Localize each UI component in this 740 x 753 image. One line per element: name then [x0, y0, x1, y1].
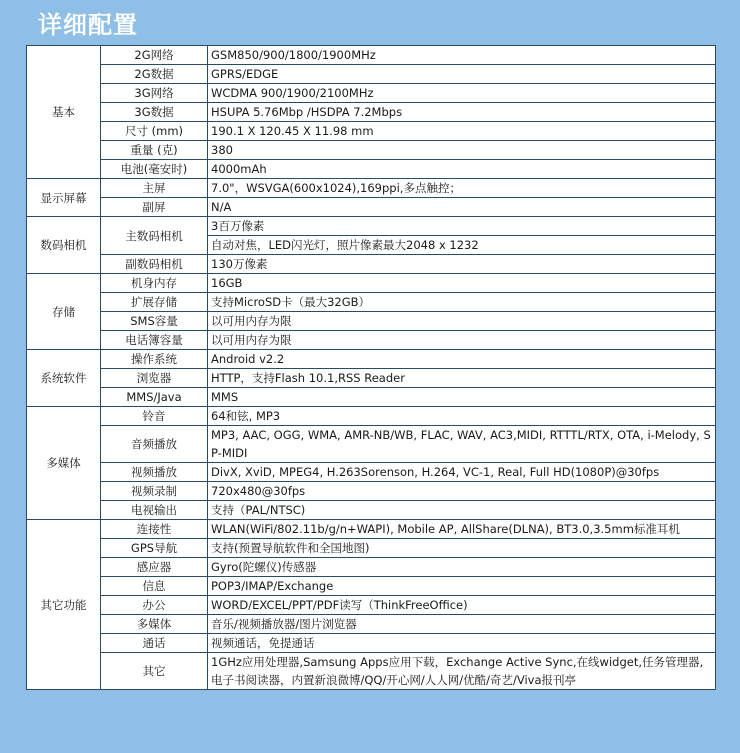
- table-row: [27, 350, 716, 369]
- row-value: 以可用内存为限: [208, 312, 716, 331]
- row-label: 3G数据: [101, 103, 208, 122]
- table-row: [27, 634, 716, 653]
- row-label: 3G网络: [101, 84, 208, 103]
- section-other: 其它功能: [27, 520, 101, 690]
- row-value: 16GB: [208, 274, 716, 293]
- section-display: 显示屏幕: [27, 179, 101, 217]
- table-row: [27, 312, 716, 331]
- row-label: 连接性: [101, 520, 208, 539]
- section-basic: 基本: [27, 46, 101, 179]
- table-row: [27, 426, 716, 463]
- row-label: 副数码相机: [101, 255, 208, 274]
- row-value: Gyro(陀螺仪)传感器: [208, 558, 716, 577]
- table-row: [27, 198, 716, 217]
- row-label: 尺寸 (mm): [101, 122, 208, 141]
- row-value: MMS: [208, 388, 716, 407]
- section-software: 系统软件: [27, 350, 101, 407]
- table-row: [27, 46, 716, 65]
- row-value: 1GHz应用处理器,Samsung Apps应用下载，Exchange Active Sync,在线widget,任务管理器,电子书阅读器，内置新浪微博/QQ/开心网/人人网/优酷/奇艺/Viva报刊亭: [208, 653, 716, 690]
- table-row: [27, 255, 716, 274]
- table-row: [27, 65, 716, 84]
- row-label: 扩展存储: [101, 293, 208, 312]
- row-label: 2G网络: [101, 46, 208, 65]
- row-label: 电池(毫安时): [101, 160, 208, 179]
- table-row: [27, 539, 716, 558]
- row-label: 电话簿容量: [101, 331, 208, 350]
- row-label: 通话: [101, 634, 208, 653]
- table-row: [27, 160, 716, 179]
- row-label: 视频录制: [101, 482, 208, 501]
- page-title: 详细配置: [38, 11, 138, 39]
- row-value: 以可用内存为限: [208, 331, 716, 350]
- row-value: 720x480@30fps: [208, 482, 716, 501]
- table-row: [27, 577, 716, 596]
- row-label: 主数码相机: [101, 217, 208, 255]
- row-value: 视频通话，免提通话: [208, 634, 716, 653]
- table-row: [27, 103, 716, 122]
- row-value: POP3/IMAP/Exchange: [208, 577, 716, 596]
- row-value: DivX, XviD, MPEG4, H.263Sorenson, H.264, VC-1, Real, Full HD(1080P)@30fps: [208, 463, 716, 482]
- row-label: MMS/Java: [101, 388, 208, 407]
- table-row: [27, 596, 716, 615]
- row-label: 信息: [101, 577, 208, 596]
- row-value: Android v2.2: [208, 350, 716, 369]
- table-row: [27, 84, 716, 103]
- row-value: N/A: [208, 198, 716, 217]
- row-value: 自动对焦，LED闪光灯，照片像素最大2048 x 1232: [208, 236, 716, 255]
- row-label: 浏览器: [101, 369, 208, 388]
- table-row: [27, 558, 716, 577]
- row-value: 130万像素: [208, 255, 716, 274]
- row-label: 其它: [101, 653, 208, 690]
- row-label: 铃音: [101, 407, 208, 426]
- row-value: WORD/EXCEL/PPT/PDF读写（ThinkFreeOffice): [208, 596, 716, 615]
- row-value: 支持MicroSD卡（最大32GB）: [208, 293, 716, 312]
- table-row: [27, 501, 716, 520]
- row-value: 7.0"，WSVGA(600x1024),169ppi,多点触控；: [208, 179, 716, 198]
- row-value: HSUPA 5.76Mbp /HSDPA 7.2Mbps: [208, 103, 716, 122]
- row-value: 380: [208, 141, 716, 160]
- table-row: [27, 274, 716, 293]
- row-value: GPRS/EDGE: [208, 65, 716, 84]
- row-label: 多媒体: [101, 615, 208, 634]
- row-value: 3百万像素: [208, 217, 716, 236]
- section-multimedia: 多媒体: [27, 407, 101, 520]
- section-camera: 数码相机: [27, 217, 101, 274]
- row-value: 支持(预置导航软件和全国地图): [208, 539, 716, 558]
- row-value: WCDMA 900/1900/2100MHz: [208, 84, 716, 103]
- table-row: [27, 520, 716, 539]
- row-label: 副屏: [101, 198, 208, 217]
- row-label: 电视输出: [101, 501, 208, 520]
- row-value: 4000mAh: [208, 160, 716, 179]
- table-row: [27, 331, 716, 350]
- row-label: 重量 (克): [101, 141, 208, 160]
- row-label: 视频播放: [101, 463, 208, 482]
- section-storage: 存储: [27, 274, 101, 350]
- table-row: [27, 122, 716, 141]
- table-row: [27, 482, 716, 501]
- row-value: GSM850/900/1800/1900MHz: [208, 46, 716, 65]
- row-label: GPS导航: [101, 539, 208, 558]
- row-value: HTTP，支持Flash 10.1,RSS Reader: [208, 369, 716, 388]
- row-value: 190.1 X 120.45 X 11.98 mm: [208, 122, 716, 141]
- table-row: [27, 388, 716, 407]
- table-row: [27, 179, 716, 198]
- table-row: [27, 615, 716, 634]
- row-label: 主屏: [101, 179, 208, 198]
- table-row: [27, 407, 716, 426]
- row-label: 音频播放: [101, 426, 208, 463]
- table-row: [27, 653, 716, 690]
- row-label: 2G数据: [101, 65, 208, 84]
- row-label: 办公: [101, 596, 208, 615]
- row-label: 操作系统: [101, 350, 208, 369]
- row-value: MP3, AAC, OGG, WMA, AMR-NB/WB, FLAC, WAV, AC3,MIDI, RTTTL/RTX, OTA, i-Melody, SP-MIDI: [208, 426, 716, 463]
- table-row: [27, 293, 716, 312]
- table-row: [27, 141, 716, 160]
- row-label: SMS容量: [101, 312, 208, 331]
- table-row: [27, 369, 716, 388]
- row-value: 音乐/视频播放器/图片浏览器: [208, 615, 716, 634]
- row-value: 支持（PAL/NTSC): [208, 501, 716, 520]
- row-label: 感应器: [101, 558, 208, 577]
- table-row: [27, 217, 716, 236]
- row-value: WLAN(WiFi/802.11b/g/n+WAPI), Mobile AP, AllShare(DLNA), BT3.0,3.5mm标准耳机: [208, 520, 716, 539]
- row-label: 机身内存: [101, 274, 208, 293]
- row-value: 64和铉, MP3: [208, 407, 716, 426]
- table-row: [27, 463, 716, 482]
- spec-table: [26, 45, 716, 690]
